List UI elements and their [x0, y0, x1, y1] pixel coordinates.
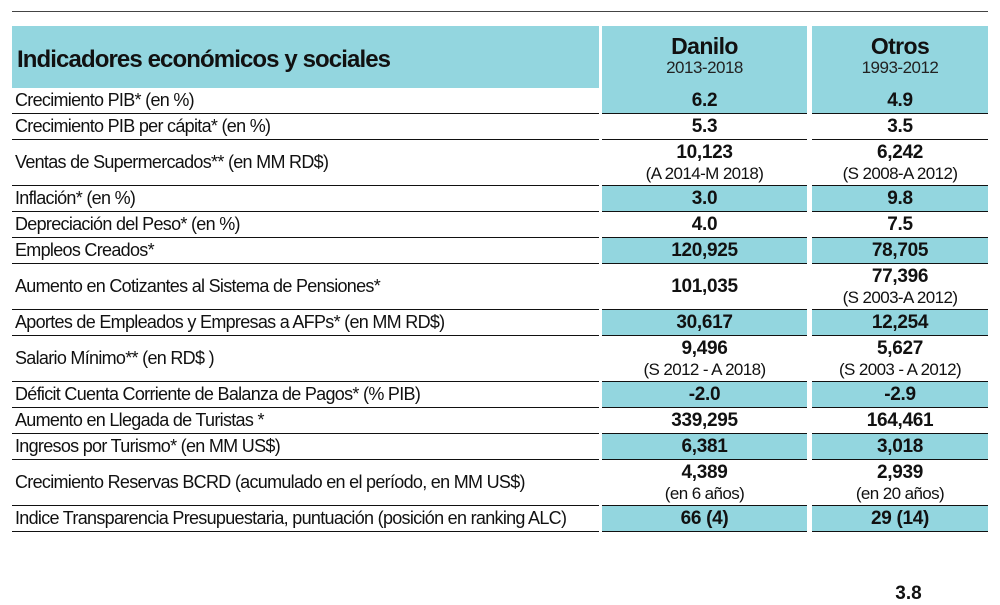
table-row — [12, 434, 988, 460]
value-danilo — [602, 434, 807, 460]
value-danilo — [602, 264, 807, 310]
value-danilo — [602, 88, 807, 114]
value-otros — [812, 264, 988, 310]
row-label: Aumento en Llegada de Turistas * — [12, 408, 599, 434]
value: 29 (14) — [870, 508, 930, 529]
row-label: Crecimiento PIB* (en %) — [12, 88, 599, 114]
value: 7.5 — [887, 214, 913, 235]
value: 6,381 — [681, 436, 728, 457]
value-danilo — [602, 140, 807, 186]
column-header-otros — [812, 26, 988, 88]
value: 3.0 — [691, 188, 718, 209]
value-danilo — [602, 238, 807, 264]
row-label: Ventas de Supermercados** (en MM RD$) — [12, 140, 599, 186]
value: 4,389 — [681, 461, 728, 483]
value-otros — [812, 506, 988, 532]
value-note: (en 6 años) — [664, 483, 745, 503]
value-danilo — [602, 506, 807, 532]
table-row — [12, 310, 988, 336]
table-row — [12, 408, 988, 434]
table-row — [12, 114, 988, 140]
value-note: (S 2008-A 2012) — [842, 163, 958, 183]
value: 339,295 — [671, 410, 738, 431]
row-label: Crecimiento PIB per cápita* (en %) — [12, 114, 599, 140]
table-row — [12, 212, 988, 238]
value-danilo — [602, 114, 807, 140]
value: 77,396 — [871, 265, 929, 287]
value-otros — [812, 408, 988, 434]
value: -2.9 — [884, 384, 916, 405]
row-label: Déficit Cuenta Corriente de Balanza de Pagos* (% PIB) — [12, 382, 599, 408]
value-note: (S 2003-A 2012) — [842, 287, 958, 307]
value: 120,925 — [671, 240, 738, 261]
value-otros — [812, 114, 988, 140]
table-body — [12, 88, 988, 532]
row-label: Depreciación del Peso* (en %) — [12, 212, 599, 238]
row-label: Indice Transparencia Presupuestaria, puntuación (posición en ranking ALC) — [12, 506, 599, 532]
row-label: Ingresos por Turismo* (en MM US$) — [12, 434, 599, 460]
value: 3,018 — [876, 436, 924, 457]
top-rule — [12, 11, 988, 12]
table-row — [12, 506, 988, 532]
value-otros — [812, 140, 988, 186]
row-label: Aumento en Cotizantes al Sistema de Pensiones* — [12, 264, 599, 310]
value-otros — [812, 434, 988, 460]
column-header-danilo — [602, 26, 807, 88]
value-note: (en 20 años) — [855, 483, 945, 503]
column-name: Otros — [870, 33, 930, 59]
value-danilo — [602, 186, 807, 212]
value: 2,939 — [876, 461, 924, 483]
table-row — [12, 382, 988, 408]
table-title: Indicadores económicos y sociales — [12, 26, 599, 88]
value-note: (S 2003 - A 2012) — [838, 359, 962, 379]
value-danilo — [602, 408, 807, 434]
value: 9,496 — [681, 337, 728, 359]
table-row — [12, 336, 988, 382]
value-otros — [812, 460, 988, 506]
row-label: Salario Mínimo** (en RD$ ) — [12, 336, 599, 382]
row-label: Aportes de Empleados y Empresas a AFPs* (en MM RD$) — [12, 310, 599, 336]
value-otros — [812, 212, 988, 238]
value: 101,035 — [671, 276, 738, 297]
value-otros — [812, 238, 988, 264]
value-otros — [812, 88, 988, 114]
column-period: 1993-2012 — [861, 58, 939, 77]
value-danilo — [602, 212, 807, 238]
row-label: Empleos Creados* — [12, 238, 599, 264]
table-row — [12, 140, 988, 186]
value-danilo — [602, 336, 807, 382]
value: -2.0 — [688, 384, 721, 405]
table-row — [12, 460, 988, 506]
value: 9.8 — [887, 188, 913, 209]
value: 4.9 — [887, 90, 913, 111]
value: 10,123 — [676, 141, 733, 163]
value: 3.5 — [887, 116, 913, 137]
value: 5,627 — [876, 337, 924, 359]
row-label: Crecimiento Reservas BCRD (acumulado en el período, en MM US$) — [12, 460, 599, 506]
column-period: 2013-2018 — [666, 58, 743, 77]
value: 78,705 — [871, 240, 929, 261]
value-danilo — [602, 460, 807, 506]
table-row — [12, 186, 988, 212]
table-row — [12, 238, 988, 264]
table-row — [12, 264, 988, 310]
value: 4.0 — [691, 214, 718, 235]
value: 30,617 — [676, 312, 733, 333]
indicators-table — [12, 26, 988, 532]
value-otros — [812, 310, 988, 336]
row-label: Inflación* (en %) — [12, 186, 599, 212]
value-otros — [812, 382, 988, 408]
partial-next-value: 3.8 — [895, 583, 922, 604]
value: 5.3 — [691, 116, 718, 137]
table-row — [12, 88, 988, 114]
value: 12,254 — [871, 312, 929, 333]
column-name: Danilo — [671, 33, 738, 59]
value-otros — [812, 336, 988, 382]
value-note: (S 2012 - A 2018) — [643, 359, 766, 379]
value: 6,242 — [876, 141, 924, 163]
value-note: (A 2014-M 2018) — [645, 163, 764, 183]
value-danilo — [602, 310, 807, 336]
table-header — [12, 26, 988, 88]
value-otros — [812, 186, 988, 212]
value: 164,461 — [866, 410, 934, 431]
value: 66 (4) — [680, 508, 729, 529]
value-danilo — [602, 382, 807, 408]
value: 6.2 — [691, 90, 718, 111]
